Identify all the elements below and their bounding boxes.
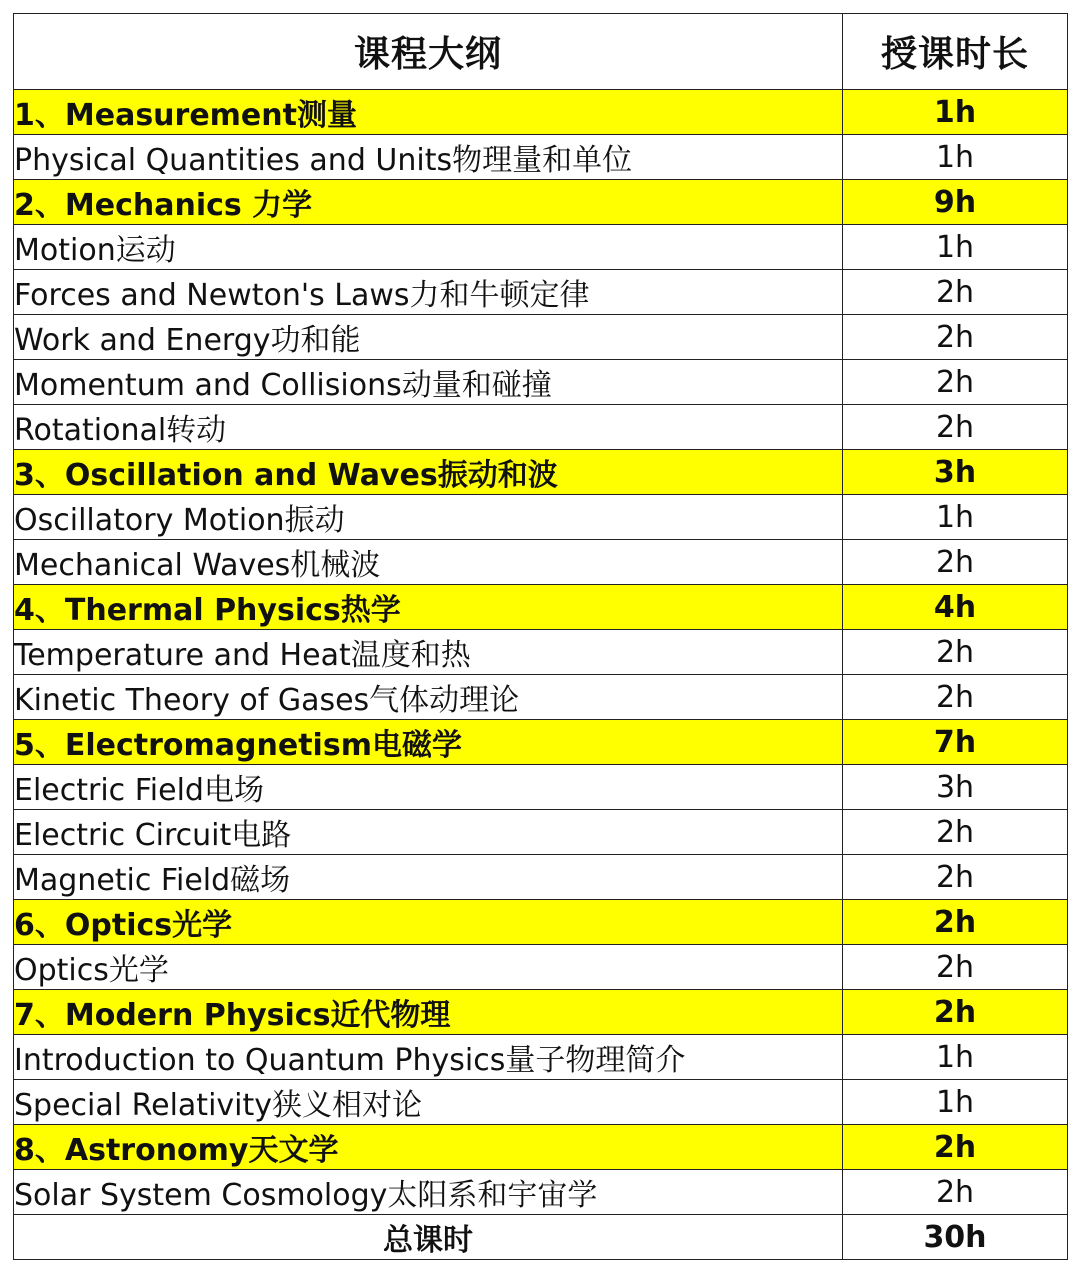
topic-hours: 2h <box>843 405 1068 450</box>
section-title: 3、Oscillation and Waves振动和波 <box>14 450 843 495</box>
section-hours: 2h <box>843 990 1068 1035</box>
section-hours: 3h <box>843 450 1068 495</box>
topic-row <box>14 1035 1068 1080</box>
total-hours: 30h <box>843 1215 1068 1260</box>
section-row <box>14 900 1068 945</box>
section-row <box>14 180 1068 225</box>
section-title: 7、Modern Physics近代物理 <box>14 990 843 1035</box>
topic-row <box>14 1080 1068 1125</box>
header-course-outline: 课程大纲 <box>14 14 843 90</box>
section-row <box>14 450 1068 495</box>
table-body <box>14 90 1068 1215</box>
topic-hours: 1h <box>843 495 1068 540</box>
topic-hours: 2h <box>843 810 1068 855</box>
topic-hours: 1h <box>843 225 1068 270</box>
topic-hours: 2h <box>843 630 1068 675</box>
topic-hours: 2h <box>843 360 1068 405</box>
topic-hours: 2h <box>843 315 1068 360</box>
topic-title: Magnetic Field磁场 <box>14 855 843 900</box>
topic-title: Physical Quantities and Units物理量和单位 <box>14 135 843 180</box>
topic-hours: 2h <box>843 540 1068 585</box>
topic-title: Momentum and Collisions动量和碰撞 <box>14 360 843 405</box>
section-row <box>14 90 1068 135</box>
section-row <box>14 1125 1068 1170</box>
topic-title: Temperature and Heat温度和热 <box>14 630 843 675</box>
section-title: 8、Astronomy天文学 <box>14 1125 843 1170</box>
topic-title: Electric Field电场 <box>14 765 843 810</box>
topic-row <box>14 540 1068 585</box>
header-teaching-hours: 授课时长 <box>843 14 1068 90</box>
topic-row <box>14 945 1068 990</box>
topic-hours: 3h <box>843 765 1068 810</box>
section-hours: 9h <box>843 180 1068 225</box>
topic-hours: 1h <box>843 1080 1068 1125</box>
section-hours: 1h <box>843 90 1068 135</box>
total-label: 总课时 <box>14 1215 843 1260</box>
topic-row <box>14 225 1068 270</box>
topic-hours: 2h <box>843 270 1068 315</box>
topic-title: Rotational转动 <box>14 405 843 450</box>
topic-title: Motion运动 <box>14 225 843 270</box>
section-row <box>14 585 1068 630</box>
topic-row <box>14 270 1068 315</box>
section-hours: 2h <box>843 1125 1068 1170</box>
topic-title: Optics光学 <box>14 945 843 990</box>
topic-title: Introduction to Quantum Physics量子物理简介 <box>14 1035 843 1080</box>
section-hours: 2h <box>843 900 1068 945</box>
topic-hours: 1h <box>843 1035 1068 1080</box>
topic-title: Special Relativity狭义相对论 <box>14 1080 843 1125</box>
topic-title: Mechanical Waves机械波 <box>14 540 843 585</box>
topic-hours: 2h <box>843 945 1068 990</box>
topic-title: Electric Circuit电路 <box>14 810 843 855</box>
course-syllabus-table <box>13 13 1068 1260</box>
topic-hours: 2h <box>843 855 1068 900</box>
topic-row <box>14 405 1068 450</box>
total-row <box>14 1215 1068 1260</box>
section-title: 1、Measurement测量 <box>14 90 843 135</box>
topic-row <box>14 360 1068 405</box>
header-row <box>14 14 1068 90</box>
topic-title: Oscillatory Motion振动 <box>14 495 843 540</box>
section-hours: 7h <box>843 720 1068 765</box>
section-title: 4、Thermal Physics热学 <box>14 585 843 630</box>
table-footer <box>14 1215 1068 1260</box>
topic-row <box>14 1170 1068 1215</box>
section-row <box>14 990 1068 1035</box>
topic-title: Kinetic Theory of Gases气体动理论 <box>14 675 843 720</box>
topic-row <box>14 135 1068 180</box>
section-title: 2、Mechanics 力学 <box>14 180 843 225</box>
topic-row <box>14 495 1068 540</box>
section-title: 5、Electromagnetism电磁学 <box>14 720 843 765</box>
topic-row <box>14 810 1068 855</box>
topic-title: Work and Energy功和能 <box>14 315 843 360</box>
topic-row <box>14 765 1068 810</box>
table-header <box>14 14 1068 90</box>
topic-hours: 2h <box>843 675 1068 720</box>
section-row <box>14 720 1068 765</box>
topic-row <box>14 855 1068 900</box>
topic-row <box>14 630 1068 675</box>
section-title: 6、Optics光学 <box>14 900 843 945</box>
topic-row <box>14 675 1068 720</box>
topic-title: Forces and Newton's Laws力和牛顿定律 <box>14 270 843 315</box>
topic-hours: 2h <box>843 1170 1068 1215</box>
topic-row <box>14 315 1068 360</box>
topic-hours: 1h <box>843 135 1068 180</box>
topic-title: Solar System Cosmology太阳系和宇宙学 <box>14 1170 843 1215</box>
section-hours: 4h <box>843 585 1068 630</box>
